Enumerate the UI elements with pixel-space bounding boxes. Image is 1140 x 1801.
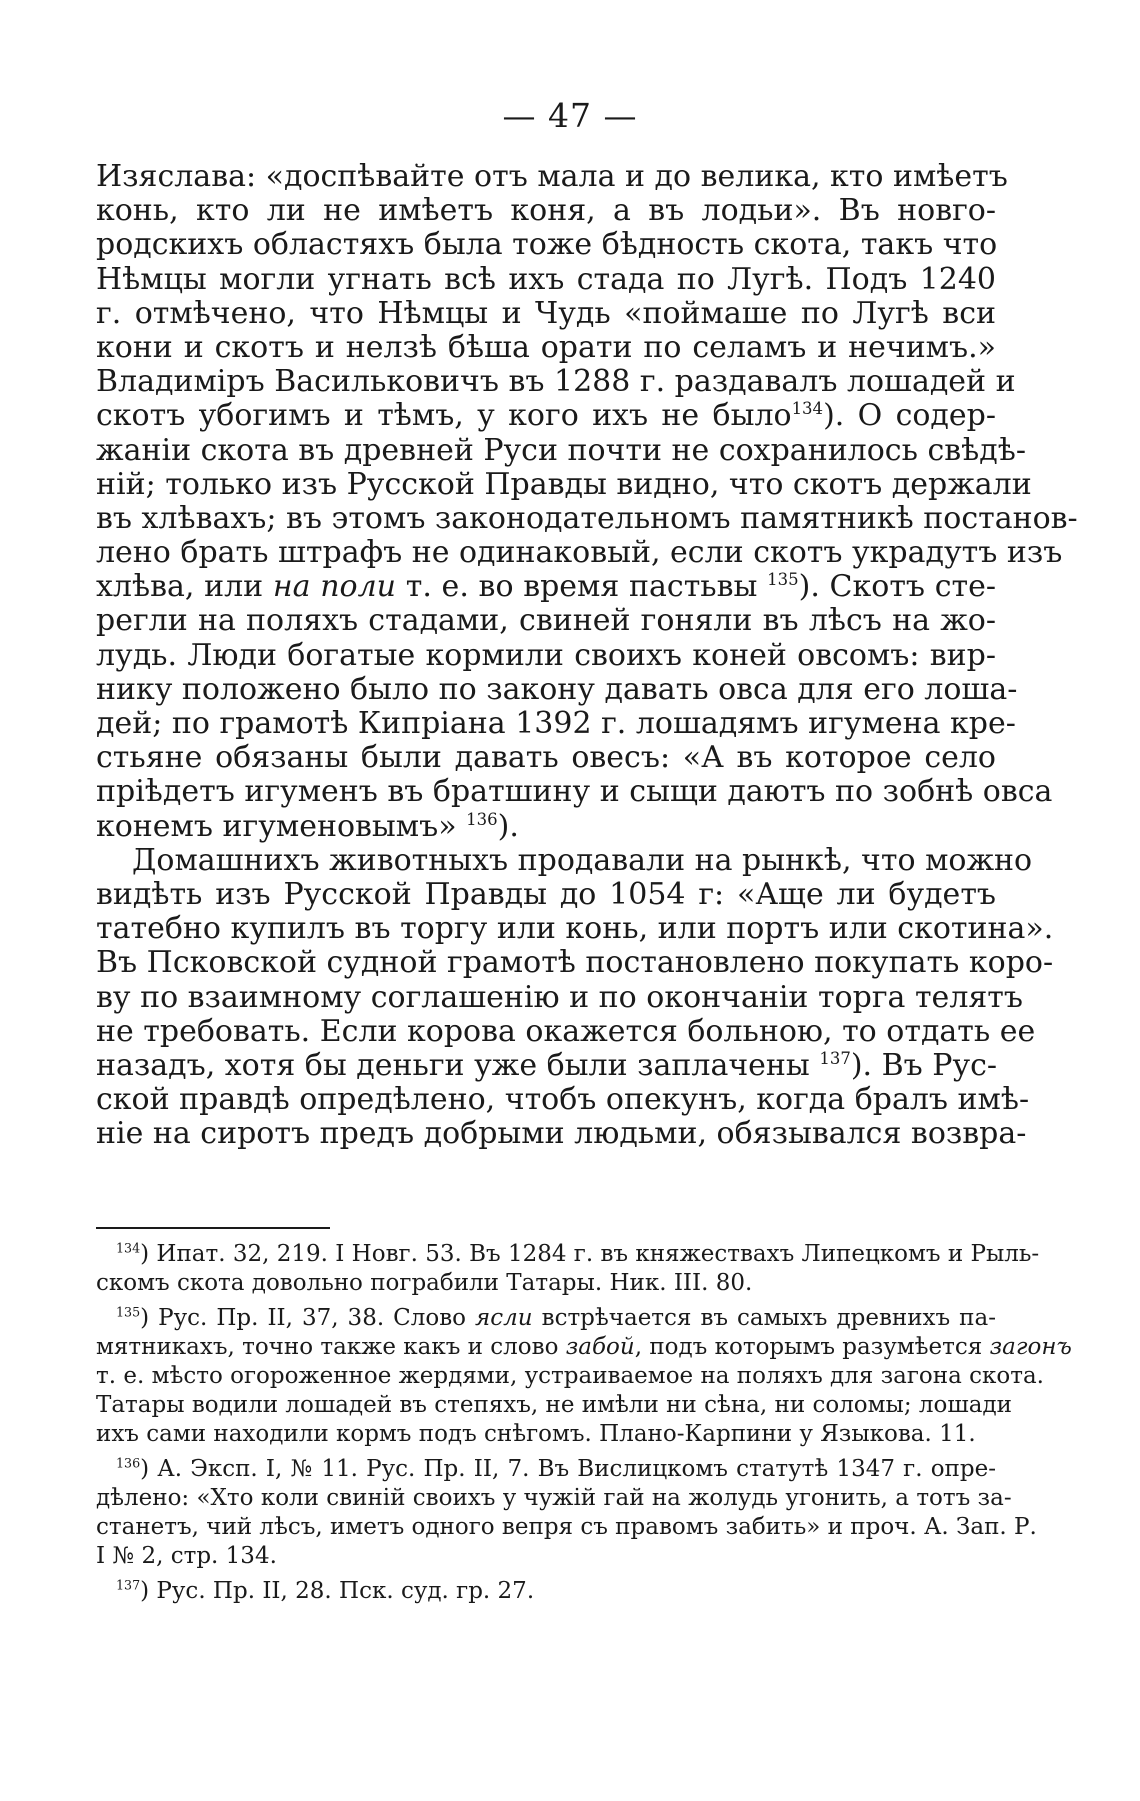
text-line: жанiи скота въ древней Руси почти не сохранилось свѣдѣ- (96, 432, 1026, 468)
text-line: стьяне обязаны были давать овесъ: «А въ которое село (96, 740, 996, 776)
text-line: Нѣмцы могли угнать всѣ ихъ стада по Лугѣ. Подъ 1240 (96, 261, 996, 297)
footnote-number: 135 (116, 1304, 141, 1320)
body-text (96, 159, 1078, 1152)
text-line: Изяслава: «доспѣвайте отъ мала и до велика, кто имѣетъ (96, 159, 1008, 194)
text-line: конь, кто ли не имѣетъ коня, а въ лодьи». Въ новго- (96, 193, 996, 229)
italic-term: ясли (475, 1305, 533, 1331)
footnote-line: скомъ скота довольно пограбили Татары. Ник. III. 80. (96, 1270, 753, 1296)
text-span: ). О содер- (823, 398, 996, 434)
text-line (96, 570, 996, 604)
footnote-136 (96, 1455, 1037, 1571)
text-line: нику положено было по закону давать овса для его лоша- (96, 671, 1018, 707)
footnote-ref-135[interactable]: 135 (767, 570, 799, 590)
footnote-137 (96, 1577, 996, 1606)
footnote-number: 136 (116, 1455, 141, 1471)
footnote-line: Татары водили лошадей въ степяхъ, не имѣли ни сѣна, ни соломы; лошади (96, 1392, 1012, 1418)
italic-term: забой (565, 1334, 635, 1360)
text-span: встрѣчается въ самыхъ древнихъ па- (532, 1305, 996, 1331)
footnote-number: 137 (116, 1577, 141, 1593)
footnote-line (96, 1304, 996, 1333)
footnote-line (96, 1577, 996, 1606)
text-span: ). (497, 808, 519, 844)
text-line: ской правдѣ опредѣлено, чтобъ опекунъ, когда бралъ имѣ- (96, 1082, 1030, 1118)
footnote-line: станетъ, чий лѣсъ, иметъ одного вепря съ правомъ забить» и проч. А. Зап. Р. (96, 1514, 1037, 1540)
footnote-line (96, 1455, 996, 1484)
footnote-line (96, 1333, 1072, 1362)
text-span: ). Скотъ сте- (798, 569, 996, 605)
page-number: — 47 — (502, 96, 638, 135)
footnote-line (96, 1240, 1040, 1269)
text-line: въ хлѣвахъ; въ этомъ законодательномъ памятникѣ постанов- (96, 500, 1078, 536)
text-span: хлѣва, или (96, 569, 273, 605)
italic-term: на поли (272, 569, 397, 605)
footnote-line: ихъ сами находили кормъ подъ снѣгомъ. Плано-Карпини у Языкова. 11. (96, 1421, 976, 1447)
text-line: лудь. Люди богатые кормили своихъ коней овсомъ: вир- (96, 637, 996, 673)
text-span: ) А. Эксп. I, № 11. Рус. Пр. II, 7. Въ Вислицкомъ статутѣ 1347 г. опре- (140, 1456, 996, 1482)
footnote-ref-136[interactable]: 136 (466, 809, 498, 829)
text-span: мятникахъ, точно также какъ и слово (96, 1334, 566, 1360)
footnote-separator (96, 1227, 330, 1229)
text-span: т. е. во время пастьвы (396, 569, 768, 605)
footnote-135 (96, 1304, 1072, 1449)
text-line (96, 1049, 996, 1083)
text-line: не требовать. Если корова окажется больною, то отдать ее (96, 1013, 1036, 1049)
text-line: регли на поляхъ стадами, свиней гоняли въ лѣсъ на жо- (96, 603, 996, 639)
text-line: г. отмѣчено, что Нѣмцы и Чудь «поймаше по Лугѣ вси (96, 295, 996, 331)
text-line: кони и скотъ и нелзѣ бѣша орати по селамъ и нечимъ.» (96, 329, 996, 365)
italic-term: загонъ (989, 1334, 1072, 1360)
text-span: ) Рус. Пр. II, 37, 38. Слово (140, 1305, 476, 1331)
footnote-line: дѣлено: «Хто коли свиній своихъ у чужій гай на жолудь угонить, а тотъ за- (96, 1485, 1012, 1511)
text-line: нiй; только изъ Русской Правды видно, что скотъ держали (96, 466, 1032, 502)
text-line: видѣть изъ Русской Правды до 1054 г: «Аще ли будетъ (96, 876, 996, 912)
text-line: лено брать штрафъ не одинаковый, если скотъ украдутъ изъ (96, 535, 1063, 571)
footnotes (96, 1240, 1072, 1606)
text-span: назадъ, хотя бы деньги уже были заплачены (96, 1047, 820, 1083)
text-span: конемъ игуменовымъ» (96, 808, 467, 844)
text-line: нiе на сиротъ предъ добрыми людьми, обязывался возвра- (96, 1116, 1027, 1152)
text-line: прiѣдетъ игуменъ въ братшину и сыщи даютъ по зобнѣ овса (96, 774, 1053, 810)
text-line: дей; по грамотѣ Кипрiана 1392 г. лошадямъ игумена кре- (96, 706, 1016, 741)
text-span: , подъ которымъ разумѣется (634, 1334, 990, 1360)
footnote-number: 134 (116, 1240, 141, 1256)
text-line: татебно купилъ въ торгу или конь, или портъ или скотина». (96, 911, 1054, 947)
text-span: ). Въ Рус- (850, 1047, 998, 1083)
text-line (96, 810, 996, 844)
footnote-line: т. е. мѣсто огороженное жердями, устраиваемое на поляхъ для загона скота. (96, 1363, 1044, 1389)
text-line (96, 399, 996, 433)
text-span: скотъ убогимъ и тѣмъ, у кого ихъ не было (96, 398, 792, 434)
text-span: ) Рус. Пр. II, 28. Пск. суд. гр. 27. (140, 1578, 535, 1604)
text-line: ву по взаимному соглашенiю и по окончанiи торга телятъ (96, 979, 1023, 1015)
text-line: родскихъ областяхъ была тоже бѣдность скота, такъ что (96, 227, 998, 263)
footnote-134 (96, 1240, 1040, 1298)
text-span: ) Ипат. 32, 219. I Новг. 53. Въ 1284 г. въ княжествахъ Липецкомъ и Рыль- (140, 1241, 1040, 1267)
text-line: Въ Псковской судной грамотѣ постановлено покупать коро- (96, 945, 1054, 981)
footnote-line: I № 2, стр. 134. (96, 1543, 277, 1569)
footnote-ref-137[interactable]: 137 (819, 1048, 851, 1068)
footnote-ref-134[interactable]: 134 (791, 399, 824, 419)
text-line: Владимiръ Васильковичъ въ 1288 г. раздавалъ лошадей и (96, 364, 1016, 400)
paragraph-start-line: Домашнихъ животныхъ продавали на рынкѣ, что можно (132, 842, 1033, 878)
